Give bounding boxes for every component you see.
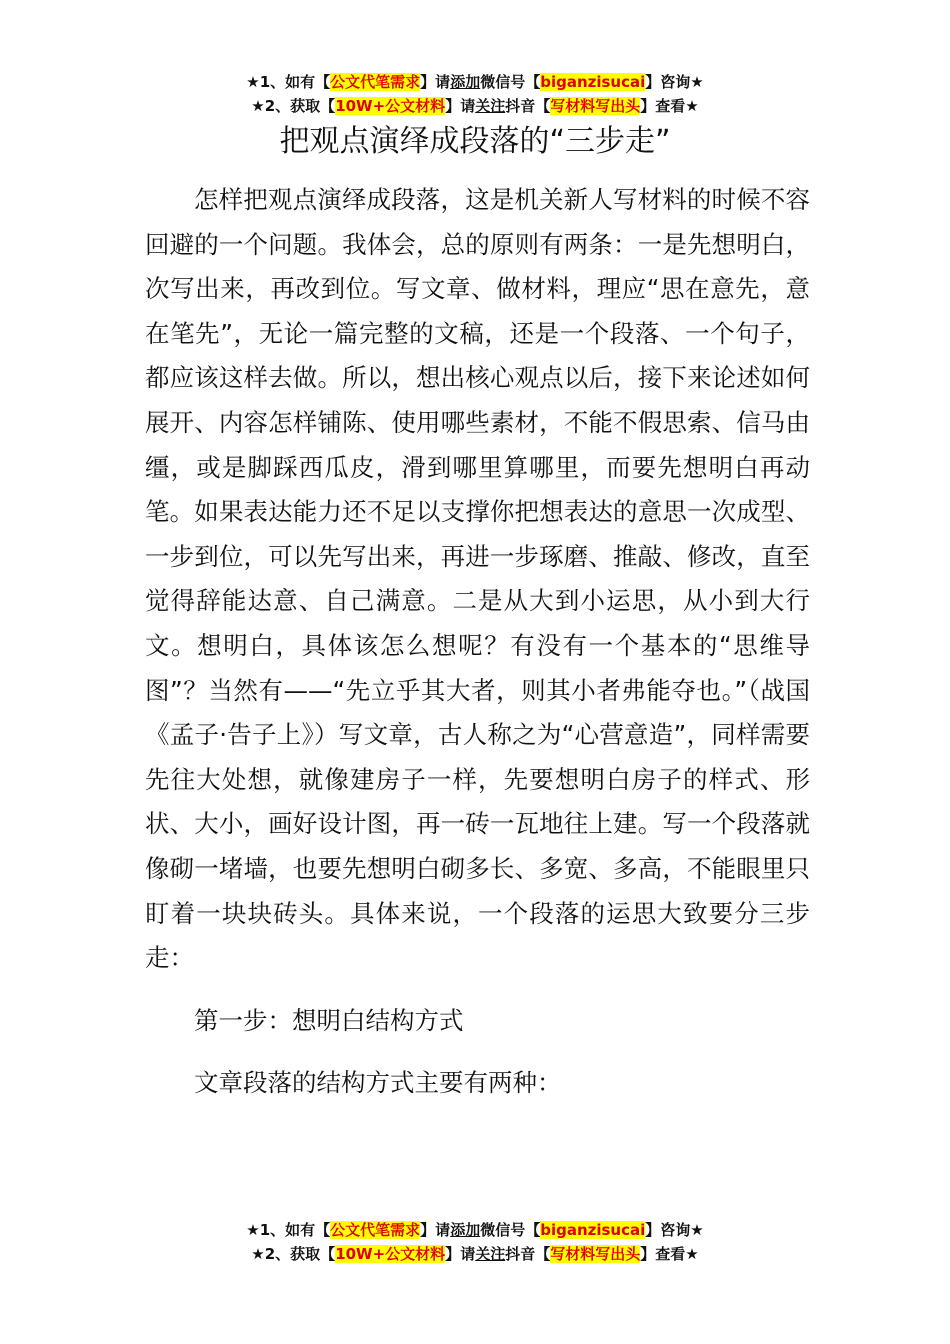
banner-text: 】请 (420, 1221, 451, 1239)
banner-text: 】查看★ (640, 97, 699, 115)
underlined-text: 关注 (475, 97, 506, 115)
banner-text: 抖音【 (505, 97, 551, 115)
banner-text: 】请 (445, 1245, 476, 1263)
highlight-materials: 10W+公文材料 (335, 97, 446, 115)
banner-text: 】请 (445, 97, 476, 115)
top-banner (0, 70, 950, 118)
highlight-materials: 10W+公文材料 (335, 1245, 446, 1263)
document-title: 把观点演绎成段落的“三步走” (279, 124, 671, 159)
banner-text: 】查看★ (640, 1245, 699, 1263)
paragraph-intro: 怎样把观点演绎成段落，这是机关新人写材料的时候不容回避的一个问题。我体会，总的原则有两条：一是先想明白，次写出来，再改到位。写文章、做材料，理应“思在意先，意在笔先”，无论一篇完整的文稿，还是一个段落、一个句子，都应该这样去做。所以，想出核心观点以后，接下来论述如何展开、内容怎样铺陈、使用哪些素材，不能不假思索、信马由缰，或是脚踩西瓜皮，滑到哪里算哪里，而要先想明白再动笔。如果表达能力还不足以支撑你把想表达的意思一次成型、一步到位，可以先写出来，再进一步琢磨、推敲、修改，直至觉得辞能达意、自己满意。二是从大到小运思，从小到大行文。想明白，具体该怎么想呢？有没有一个基本的“思维导图”？当然有——“先立乎其大者，则其小者弗能夺也。”（战国《孟子·告子上》）写文章，古人称之为“心营意造”，同样需要先往大处想，就像建房子一样，先要想明白房子的样式、形状、大小，画好设计图，再一砖一瓦地往上建。写一个段落就像砌一堵墙，也要先想明白砌多长、多宽、多高，不能眼里只盯着一块块砖头。具体来说，一个段落的运思大致要分三步走： (145, 185, 810, 973)
highlight-service: 公文代笔需求 (330, 73, 421, 91)
banner-line-2 (0, 94, 950, 118)
highlight-douyin-account: 写材料写出头 (550, 97, 641, 115)
paragraph-step-one-heading: 第一步：想明白结构方式 (194, 1005, 464, 1035)
banner-text: ★2、获取【 (251, 1245, 336, 1263)
banner-text: 微信号【 (480, 1221, 541, 1239)
underlined-text: 添加 (450, 73, 481, 91)
banner-text: ★2、获取【 (251, 97, 336, 115)
banner-text: 抖音【 (505, 1245, 551, 1263)
highlight-service: 公文代笔需求 (330, 1221, 421, 1239)
document-body (145, 178, 810, 1106)
bottom-banner (0, 1218, 950, 1266)
paragraph-structure-types: 文章段落的结构方式主要有两种： (194, 1068, 562, 1098)
highlight-wechat-id: biganzisucai (540, 1221, 646, 1239)
underlined-text: 添加 (450, 1221, 481, 1239)
banner-text: 】请 (420, 73, 451, 91)
banner-line-1 (0, 1218, 950, 1242)
highlight-wechat-id: biganzisucai (540, 73, 646, 91)
banner-text: 微信号【 (480, 73, 541, 91)
banner-text: ★1、如有【 (246, 73, 331, 91)
banner-text: 】咨询★ (645, 1221, 704, 1239)
highlight-douyin-account: 写材料写出头 (550, 1245, 641, 1263)
underlined-text: 关注 (475, 1245, 506, 1263)
banner-line-2 (0, 1242, 950, 1266)
banner-text: 】咨询★ (645, 73, 704, 91)
banner-line-1 (0, 70, 950, 94)
banner-text: ★1、如有【 (246, 1221, 331, 1239)
